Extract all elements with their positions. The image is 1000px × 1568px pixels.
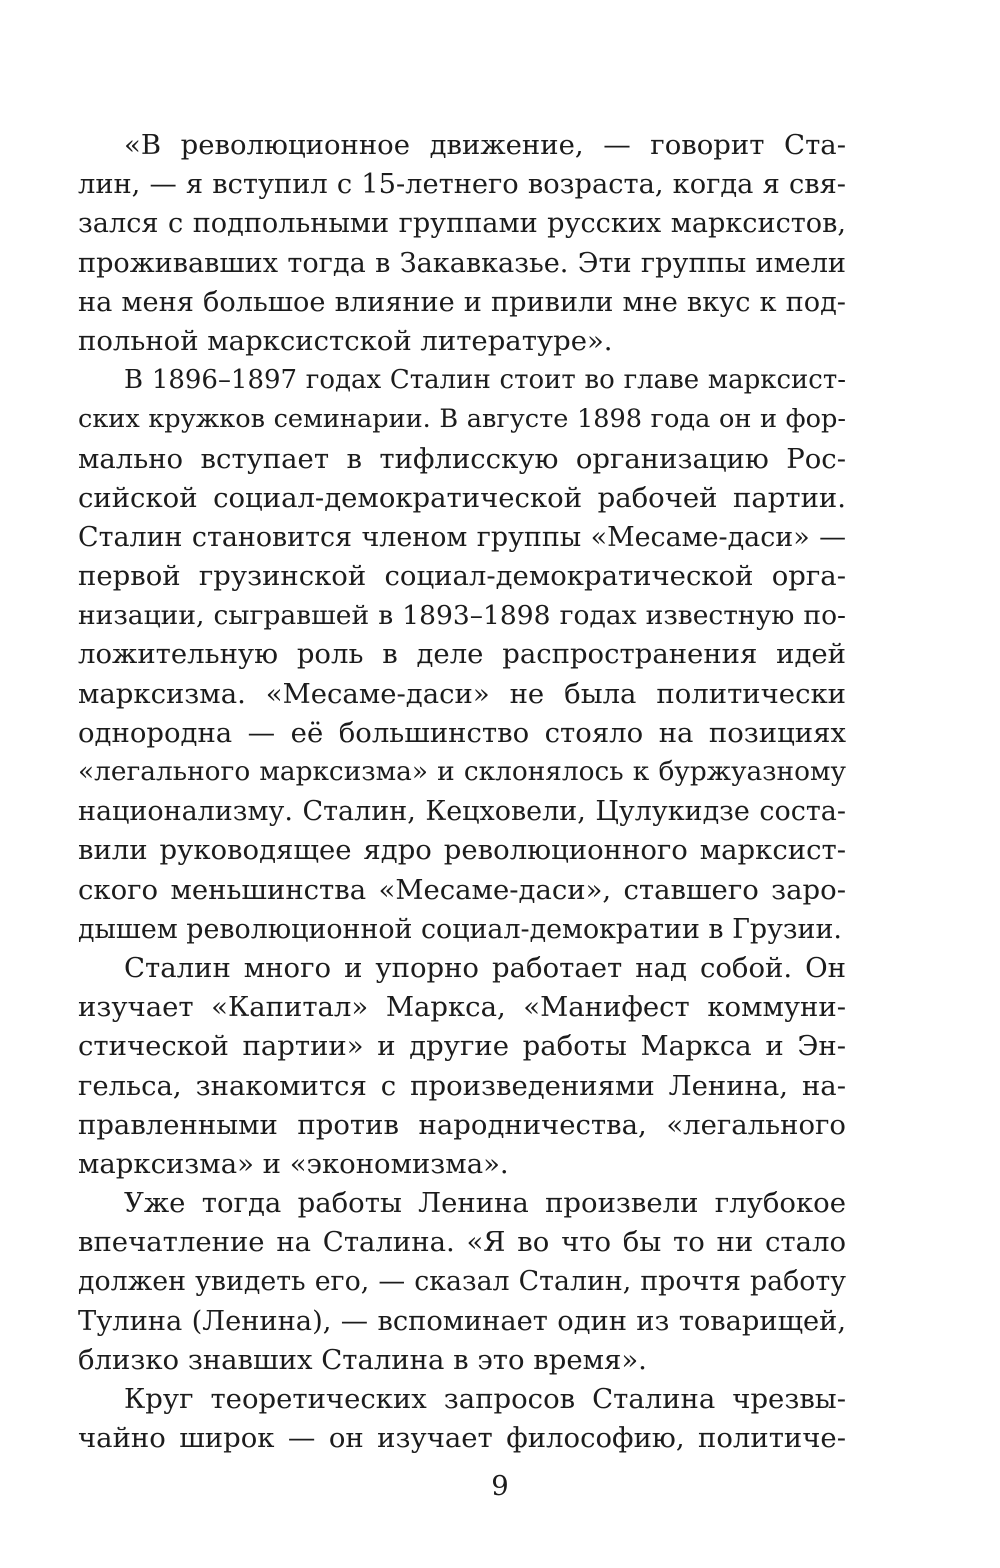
text-line: дышем революционной социал-демократии в Грузии. <box>78 913 842 945</box>
text-line: правленными против народничества, «легального <box>78 1108 846 1141</box>
text-line: вили руководящее ядро революционного марксист- <box>78 834 846 867</box>
text-line: марксизма» и «экономизма». <box>78 1147 509 1180</box>
text-line: изучает «Капитал» Маркса, «Манифест коммуни- <box>78 991 846 1024</box>
text-line: проживавших тогда в Закавказье. Эти группы имели <box>78 247 846 279</box>
text-line: однородна — её большинство стояло на позициях <box>78 716 846 749</box>
text-line: близко знавших Сталина в это время». <box>78 1343 647 1376</box>
text-line: первой грузинской социал-демократической орга- <box>78 560 846 593</box>
text-line: «легального марксизма» и склонялось к буржуазному <box>78 757 846 787</box>
text-line: на меня большое влияние и привили мне вкус к под- <box>78 286 846 318</box>
text-line: Круг теоретических запросов Сталина чрезвы- <box>124 1383 846 1415</box>
text-line: польной марксистской литературе». <box>78 324 613 357</box>
body-text <box>78 126 846 1458</box>
text-line: Тулина (Ленина), — вспоминает один из товарищей, <box>78 1305 846 1337</box>
text-line: сийской социал-демократической рабочей партии. <box>78 481 846 514</box>
page-number: 9 <box>491 1470 509 1502</box>
text-line: «В революционное движение, — говорит Ста- <box>124 129 846 161</box>
text-line: впечатление на Сталина. «Я во что бы то ни стало <box>78 1226 846 1259</box>
text-line: низации, сыгравшей в 1893–1898 годах известную по- <box>78 600 846 632</box>
text-line: марксизма. «Месаме-даси» не была политически <box>78 677 846 710</box>
text-line: должен увидеть его, — сказал Сталин, прочтя работу <box>78 1266 846 1298</box>
text-line: национализму. Сталин, Кецховели, Цулукидзе соста- <box>78 796 846 828</box>
text-line: стической партии» и другие работы Маркса и Эн- <box>78 1030 846 1063</box>
text-line: ложительную роль в деле распространения идей <box>78 638 846 671</box>
text-line: Сталин становится членом группы «Месаме-даси» — <box>78 521 846 553</box>
text-line: гельса, знакомится с произведениями Ленина, на- <box>78 1069 846 1102</box>
text-line: чайно широк — он изучает философию, политиче- <box>78 1422 846 1455</box>
text-line: зался с подпольными группами русских марксистов, <box>78 208 846 240</box>
text-line: мально вступает в тифлисскую организацию Рос- <box>78 442 846 475</box>
text-line: В 1896–1897 годах Сталин стоит во главе марксист- <box>124 365 846 396</box>
text-line: ского меньшинства «Месаме-даси», ставшего заро- <box>78 873 846 906</box>
text-line: Уже тогда работы Ленина произвели глубокое <box>124 1187 846 1220</box>
text-line: лин, — я вступил с 15-летнего возраста, когда я свя- <box>78 169 846 201</box>
text-line: Сталин много и упорно работает над собой. Он <box>124 951 846 984</box>
text-line: ских кружков семинарии. В августе 1898 года он и фор- <box>78 404 846 435</box>
